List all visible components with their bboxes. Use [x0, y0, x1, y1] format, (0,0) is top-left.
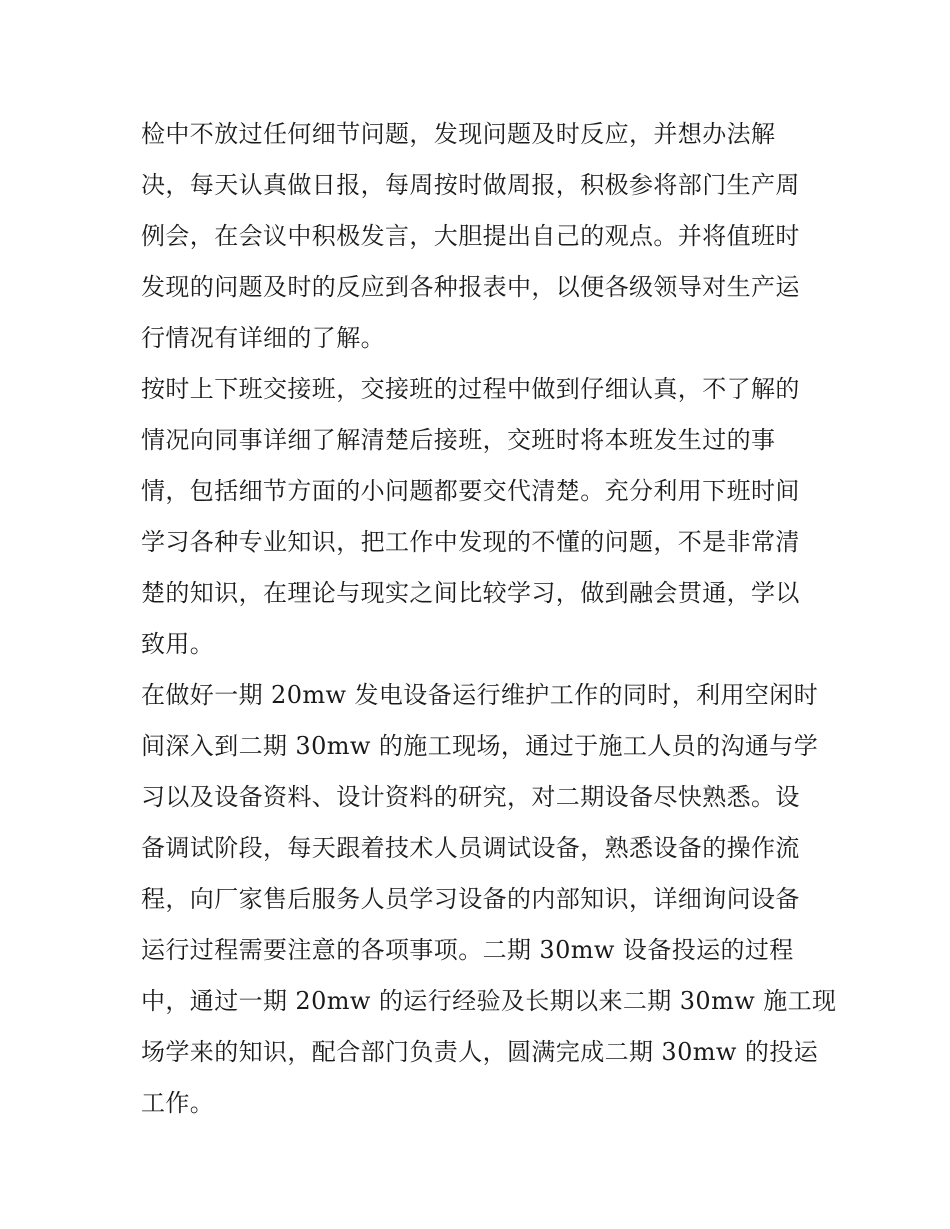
paragraph-1: [141, 109, 816, 364]
text-line: 在做好一期 20mw 发电设备运行维护工作的同时，利用空闲时: [141, 681, 819, 709]
text-line: 学习各种专业知识，把工作中发现的不懂的问题，不是非常清: [141, 528, 800, 556]
text-line: 中，通过一期 20mw 的运行经验及长期以来二期 30mw 施工现: [141, 987, 837, 1015]
text-line: 例会，在会议中积极发言，大胆提出自己的观点。并将值班时: [141, 222, 800, 250]
text-line: 运行过程需要注意的各项事项。二期 30mw 设备投运的过程: [141, 936, 794, 964]
text-line: 间深入到二期 30mw 的施工现场，通过于施工人员的沟通与学: [141, 732, 819, 760]
text-line: 楚的知识，在理论与现实之间比较学习，做到融会贯通，学以: [141, 579, 800, 607]
document-body: [141, 109, 837, 1129]
text-line: 决，每天认真做日报，每周按时做周报，积极参将部门生产周: [141, 171, 800, 199]
text-line: 工作。: [141, 1089, 215, 1117]
text-line: 情，包括细节方面的小问题都要交代清楚。充分利用下班时间: [141, 477, 800, 505]
text-line: 行情况有详细的了解。: [141, 324, 385, 352]
text-line: 情况向同事详细了解清楚后接班，交班时将本班发生过的事: [141, 426, 776, 454]
paragraph-2: [141, 364, 816, 670]
text-line: 备调试阶段，每天跟着技术人员调试设备，熟悉设备的操作流: [141, 834, 800, 862]
text-line: 场学来的知识，配合部门负责人，圆满完成二期 30mw 的投运: [141, 1038, 819, 1066]
paragraph-3: [141, 670, 837, 1129]
text-line: 习以及设备资料、设计资料的研究，对二期设备尽快熟悉。设: [141, 783, 800, 811]
text-line: 检中不放过任何细节问题，发现问题及时反应，并想办法解: [141, 120, 776, 148]
text-line: 程，向厂家售后服务人员学习设备的内部知识，详细询问设备: [141, 885, 800, 913]
text-line: 按时上下班交接班，交接班的过程中做到仔细认真，不了解的: [141, 375, 800, 403]
text-line: 致用。: [141, 630, 215, 658]
text-line: 发现的问题及时的反应到各种报表中，以便各级领导对生产运: [141, 273, 800, 301]
